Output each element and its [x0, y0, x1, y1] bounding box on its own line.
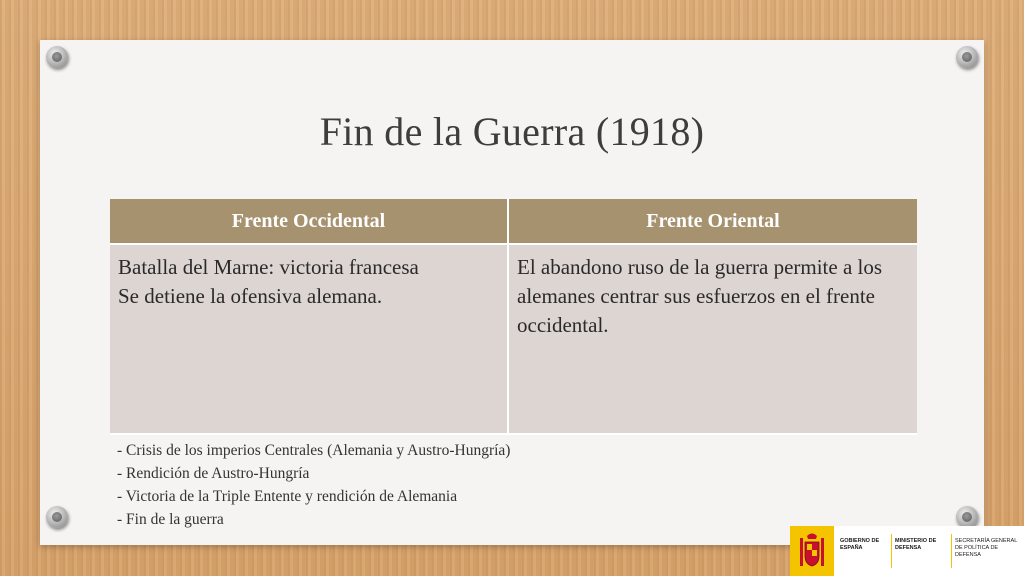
table-cell-occidental	[110, 245, 507, 433]
pin-top-right-icon	[956, 46, 978, 68]
cell-line: Se detiene la ofensiva alemana.	[118, 284, 383, 308]
notes-list	[117, 439, 510, 531]
list-item: - Rendición de Austro-Hungría	[117, 465, 310, 482]
coat-of-arms-icon	[790, 526, 834, 576]
list-item: - Fin de la guerra	[117, 511, 224, 528]
comparison-table	[110, 199, 917, 435]
list-item: - Victoria de la Triple Entente y rendición de Alemania	[117, 488, 458, 505]
org-gobierno: GOBIERNO DE ESPAÑA	[840, 538, 880, 551]
org-secretaria: SECRETARÍA GENERAL DE POLÍTICA DE DEFENSA	[955, 538, 1018, 558]
cell-text: El abandono ruso de la guerra permite a los alemanes centrar sus esfuerzos en el frente occidental.	[517, 255, 883, 337]
ministry-footer-logo	[790, 526, 1024, 576]
pin-bottom-left-icon	[46, 506, 68, 528]
org-ministerio: MINISTERIO DE DEFENSA	[895, 538, 937, 551]
divider	[951, 534, 952, 568]
pin-top-left-icon	[46, 46, 68, 68]
table-header-oriental: Frente Oriental	[509, 199, 917, 243]
table-header-occidental: Frente Occidental	[110, 199, 507, 243]
divider	[891, 534, 892, 568]
table-cell-oriental	[509, 245, 917, 433]
slide-title: Fin de la Guerra (1918)	[319, 109, 705, 154]
cell-line: Batalla del Marne: victoria francesa	[118, 255, 419, 279]
list-item: - Crisis de los imperios Centrales (Alemania y Austro-Hungría)	[117, 442, 511, 459]
pin-bottom-right-icon	[956, 506, 978, 528]
